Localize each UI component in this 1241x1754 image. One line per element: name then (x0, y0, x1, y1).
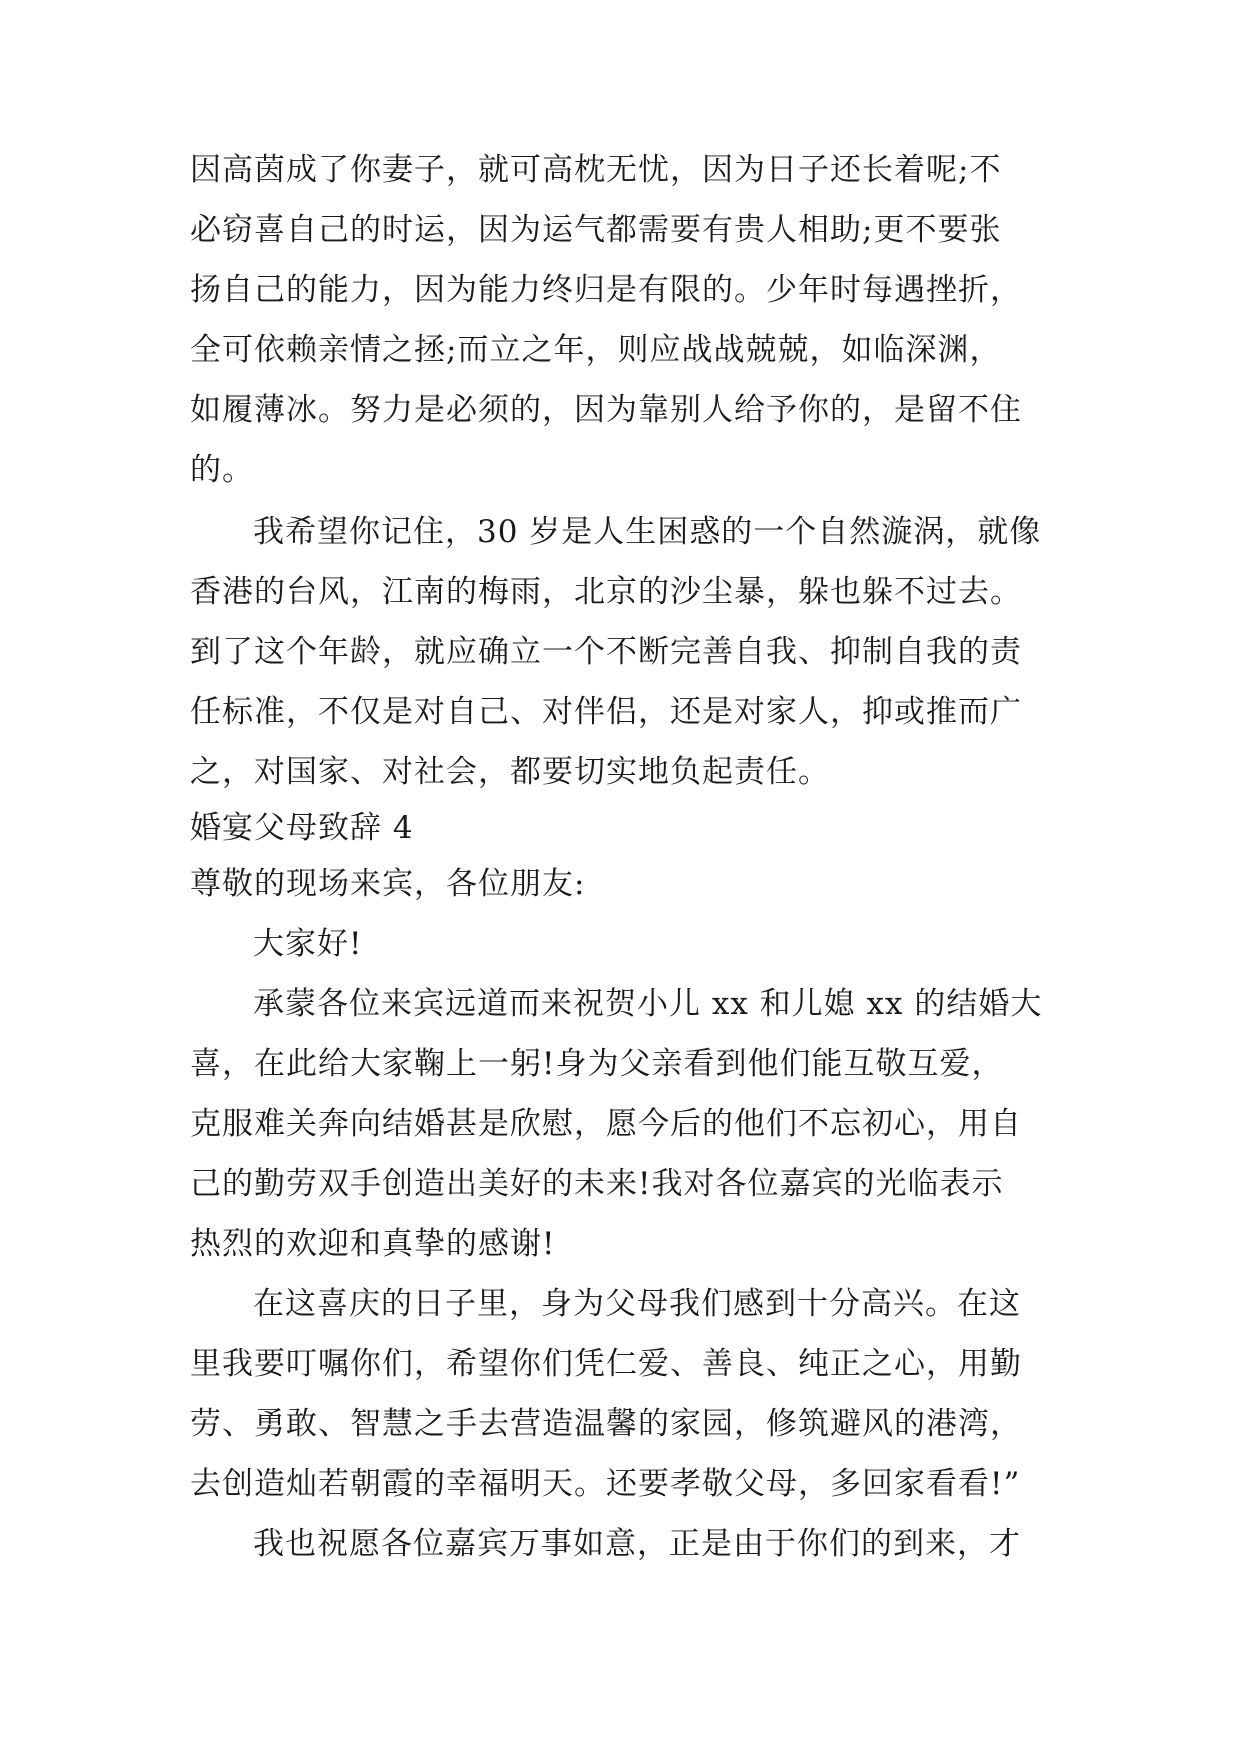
salutation: 尊敬的现场来宾，各位朋友: (190, 866, 586, 902)
text-line: 任标准，不仅是对自己、对伴侣，还是对家人，抑或推而广 (190, 694, 1022, 730)
text-line: 如履薄冰。努力是必须的，因为靠别人给予你的，是留不住 (190, 392, 1022, 428)
text-line: 扬自己的能力，因为能力终归是有限的。少年时每遇挫折， (190, 272, 1022, 308)
text-line: 的。 (190, 452, 254, 488)
paragraph-start-line: 在这喜庆的日子里，身为父母我们感到十分高兴。在这 (253, 1286, 1021, 1322)
text-line: 喜，在此给大家鞠上一躬!身为父亲看到他们能互敬互爱， (190, 1046, 1004, 1082)
text-line: 香港的台风，江南的梅雨，北京的沙尘暴，躲也躲不过去。 (190, 574, 1022, 610)
paragraph-start-line: 承蒙各位来宾远道而来祝贺小儿 xx 和儿媳 xx 的结婚大 (253, 986, 1043, 1022)
text-line: 热烈的欢迎和真挚的感谢! (190, 1226, 556, 1262)
section-heading: 婚宴父母致辞 4 (190, 810, 414, 846)
text-line: 己的勤劳双手创造出美好的未来!我对各位嘉宾的光临表示 (190, 1166, 1004, 1202)
text-line: 克服难关奔向结婚甚是欣慰，愿今后的他们不忘初心，用自 (190, 1106, 1022, 1142)
text-line: 全可依赖亲情之拯;而立之年，则应战战兢兢，如临深渊， (190, 332, 1002, 368)
text-line: 因高茵成了你妻子，就可高枕无忧，因为日子还长着呢;不 (190, 152, 1002, 188)
paragraph-start-line: 我希望你记住，30 岁是人生困惑的一个自然漩涡，就像 (253, 514, 1042, 550)
text-line: 之，对国家、对社会，都要切实地负起责任。 (190, 754, 830, 790)
text-line: 去创造灿若朝霞的幸福明天。还要孝敬父母，多回家看看!” (190, 1466, 1021, 1502)
greeting: 大家好! (253, 926, 363, 962)
text-line: 必窃喜自己的时运，因为运气都需要有贵人相助;更不要张 (190, 212, 1002, 248)
text-line: 里我要叮嘱你们，希望你们凭仁爱、善良、纯正之心，用勤 (190, 1346, 1022, 1382)
text-line: 到了这个年龄，就应确立一个不断完善自我、抑制自我的责 (190, 634, 1022, 670)
text-line: 劳、勇敢、智慧之手去营造温馨的家园，修筑避风的港湾， (190, 1406, 1022, 1442)
paragraph-start-line: 我也祝愿各位嘉宾万事如意，正是由于你们的到来，才 (253, 1526, 1021, 1562)
